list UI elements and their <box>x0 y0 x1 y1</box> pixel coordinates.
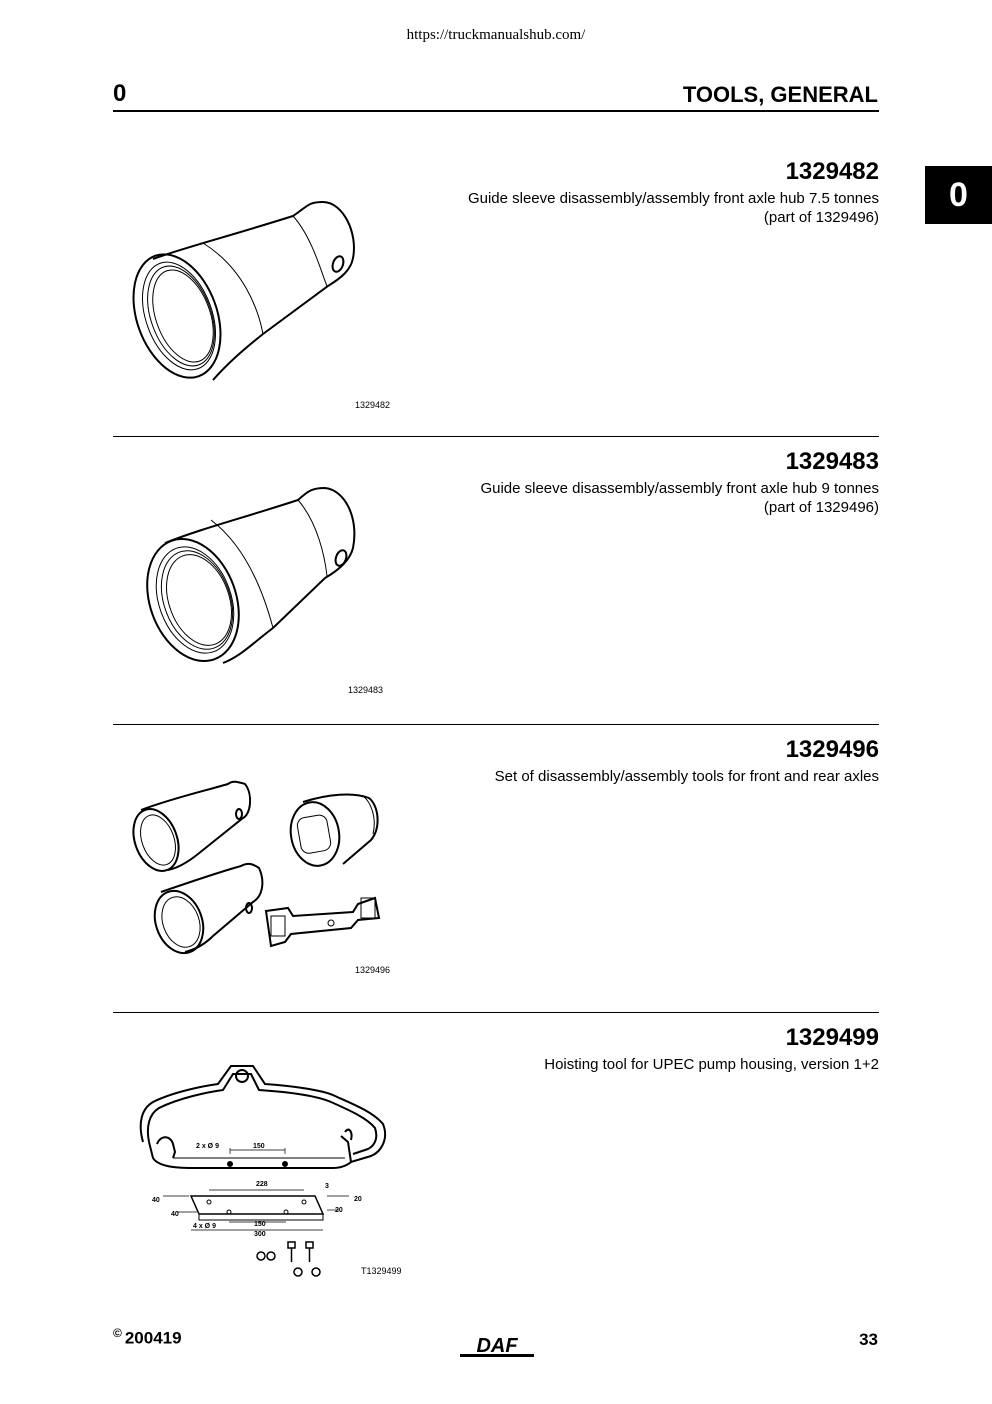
section-divider <box>113 1012 879 1013</box>
tool-description: Hoisting tool for UPEC pump housing, version 1+2 <box>544 1056 879 1073</box>
tool-description: Set of disassembly/assembly tools for front and rear axles <box>494 768 879 785</box>
page-number: 33 <box>859 1330 878 1349</box>
dimension-label: 20 <box>335 1207 343 1214</box>
figure-caption: 1329483 <box>348 685 384 695</box>
tool-entry-1329483 <box>113 448 879 718</box>
figure-caption: T1329499 <box>361 1266 402 1276</box>
tool-entry-1329482 <box>113 158 879 428</box>
source-url[interactable]: https://truckmanualshub.com/ <box>406 27 586 43</box>
dimension-label: 40 <box>171 1211 179 1218</box>
bolts-and-nuts <box>257 1242 320 1276</box>
tool-set-illustration <box>113 736 413 966</box>
chapter-title: TOOLS, GENERAL <box>682 82 878 107</box>
guide-sleeve-illustration <box>113 158 413 398</box>
guide-sleeve-illustration <box>113 448 413 688</box>
copyright-symbol: © <box>113 1326 122 1340</box>
tool-description: Guide sleeve disassembly/assembly front axle hub 9 tonnes (part of 1329496) <box>480 480 879 516</box>
chapter-side-tab: 0 <box>925 166 992 224</box>
figure-caption: 1329496 <box>355 965 391 975</box>
dimension-label: 40 <box>152 1197 160 1204</box>
daf-logo <box>460 1335 534 1359</box>
footer-code-text: 200419 <box>124 1328 182 1348</box>
tool-number: 1329483 <box>785 448 879 475</box>
tool-entry-1329499 <box>113 1024 879 1284</box>
dimension-label: 3 <box>325 1183 329 1190</box>
tool-number: 1329499 <box>785 1024 879 1051</box>
dimension-label: 20 <box>354 1196 362 1203</box>
dimension-label: 300 <box>254 1231 266 1238</box>
tool-number: 1329482 <box>785 158 879 185</box>
dimension-label: 150 <box>254 1221 266 1228</box>
dimension-label: 4 x Ø 9 <box>193 1223 216 1230</box>
tool-entry-1329496 <box>113 736 879 1006</box>
figure-caption: 1329482 <box>355 400 391 410</box>
section-divider <box>113 436 879 437</box>
svg-text:DAF: DAF <box>476 1335 518 1357</box>
dimension-label: 2 x Ø 9 <box>196 1143 219 1150</box>
tool-description: Guide sleeve disassembly/assembly front axle hub 7.5 tonnes (part of 1329496) <box>467 190 879 226</box>
dimension-label: 228 <box>256 1181 268 1188</box>
dimension-label: 150 <box>253 1143 265 1150</box>
chapter-number: 0 <box>113 80 127 107</box>
header-rule <box>113 110 879 112</box>
footer-code <box>113 1326 182 1349</box>
section-divider <box>113 724 879 725</box>
hoisting-tool-illustration <box>113 1024 413 1274</box>
tool-number: 1329496 <box>785 736 879 763</box>
